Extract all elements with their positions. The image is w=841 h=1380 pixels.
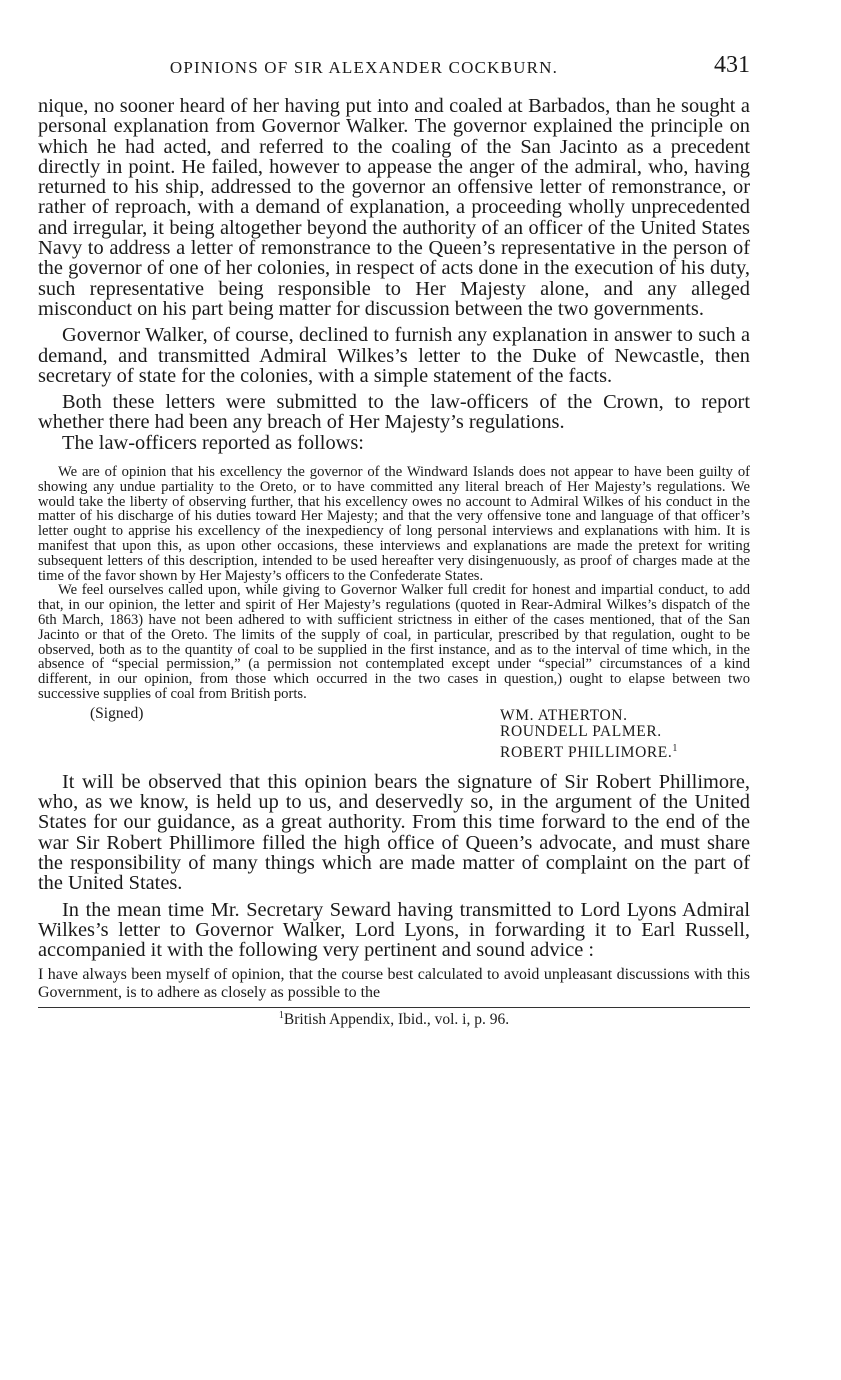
signer-name [500,741,678,762]
paragraph-6: In the mean time Mr. Secretary Seward having transmitted to Lord Lyons Admiral Wilkes’s letter to Governor Walker, Lord Lyons, in forwarding it to Earl Russell, accompanied it with the following very pertinent and sound advice : [38,898,750,962]
footnote-mark: 1 [278,1010,284,1022]
page-number: 431 [714,52,750,78]
footnote-rule [38,1007,750,1008]
quote-paragraph-3: I have always been myself of opinion, that the course best calculated to avoid unpleasant discussions with this Government, is to adhere as closely as possible to the [38,966,750,1001]
footnote-reference: 1 [672,742,678,754]
signer-name: ROUNDELL PALMER. [500,723,662,741]
paragraph-4: The law-officers reported as follows: [62,431,364,454]
signer-name: WM. ATHERTON. [500,706,628,724]
footnote-text: British Appendix, Ibid., vol. i, p. 96. [283,1011,510,1029]
signers-list [500,708,678,762]
paragraph-1: nique, no sooner heard of her having put into and coaled at Barbados, than he sought a personal explanation from Governor Walker. The governor explained the principle on which he had acted, and referred to the coaling of the San Jacinto as a precedent directly in point. He failed, however to appease the anger of the admiral, who, having returned to his ship, addressed to the governor an offensive letter of remonstrance, or rather of reproach, with a demand of explanation, a proceeding wholly unprecedented and irregular, it being altogether beyond the authority of an officer of the United States Navy to address a letter of remonstrance to the Queen’s representative in the person of the governor of one of her colonies, in respect of acts done in the execution of his duty, such representative being responsible to Her Majesty alone, and any alleged misconduct on his part being matter for discussion between the two governments. [38,95,750,320]
signer-name-text: ROBERT PHILLIMORE. [500,743,673,761]
running-head [38,52,750,82]
signed-label: (Signed) [90,704,144,722]
running-title: OPINIONS OF SIR ALEXANDER COCKBURN. [169,58,559,77]
paragraph-5: It will be observed that this opinion bears the signature of Sir Robert Phillimore, who, as we know, is held up to us, and deservedly so, in the argument of the United States for our guidance, as a great authority. From this time forward to the end of the war Sir Robert Phillimore filled the high office of Queen’s advocate, and must share the responsibility of many things which are made matter of complaint on the part of the United States. [38,770,750,895]
footnote [38,1010,750,1029]
document-page [38,52,750,1030]
signature-block [38,706,750,766]
paragraph-3: Both these letters were submitted to the law-officers of the Crown, to report whether there had been any breach of Her Majesty’s regulations. [38,391,750,434]
quote-paragraph-2: We feel ourselves called upon, while giving to Governor Walker full credit for honest and impartial conduct, to add that, in our opinion, the letter and spirit of Her Majesty’s regulations (quoted in Rear-Admiral Wilkes’s dispatch of the 6th March, 1863) have not been adhered to with sufficient strictness in either of the cases mentioned, that of the San Jacinto or that of the Oreto. The limits of the supply of coal, in particular, prescribed by that regulation, ought to be observed, both as to the quantity of coal to be supplied in the first instance, and as to the interval of time which, in the absence of “special permission,” (a permission not contemplated except under “special” circumstances of a kind different, in our opinion, from those which occurred in the two cases in question,) ought to elapse between two successive supplies of coal from British ports. [38,582,750,702]
paragraph-2: Governor Walker, of course, declined to furnish any explanation in answer to such a demand, and transmitted Admiral Wilkes’s letter to the Duke of Newcastle, then secretary of state for the colonies, with a simple statement of the facts. [38,324,750,387]
quote-paragraph-1: We are of opinion that his excellency the governor of the Windward Islands does not appear to have been guilty of showing any undue partiality to the Oreto, or to have committed any literal breach of Her Majesty’s regulations. We would take the liberty of observing further, that his excellency owes no account to Admiral Wilkes of his conduct in the matter of his discharge of his duties toward Her Majesty; and that the very offensive tone and language of that officer’s letter ought to apprise his excellency of the inexpediency of long personal interviews and explanations with him. It is manifest that upon this, as upon other occasions, these interviews and explanations are made the pretext for writing subsequent letters of this description, intended to be used hereafter very disingenuously, as proof of charges made at the time of the favor shown by Her Majesty’s officers to the Confederate States. [38,464,750,584]
